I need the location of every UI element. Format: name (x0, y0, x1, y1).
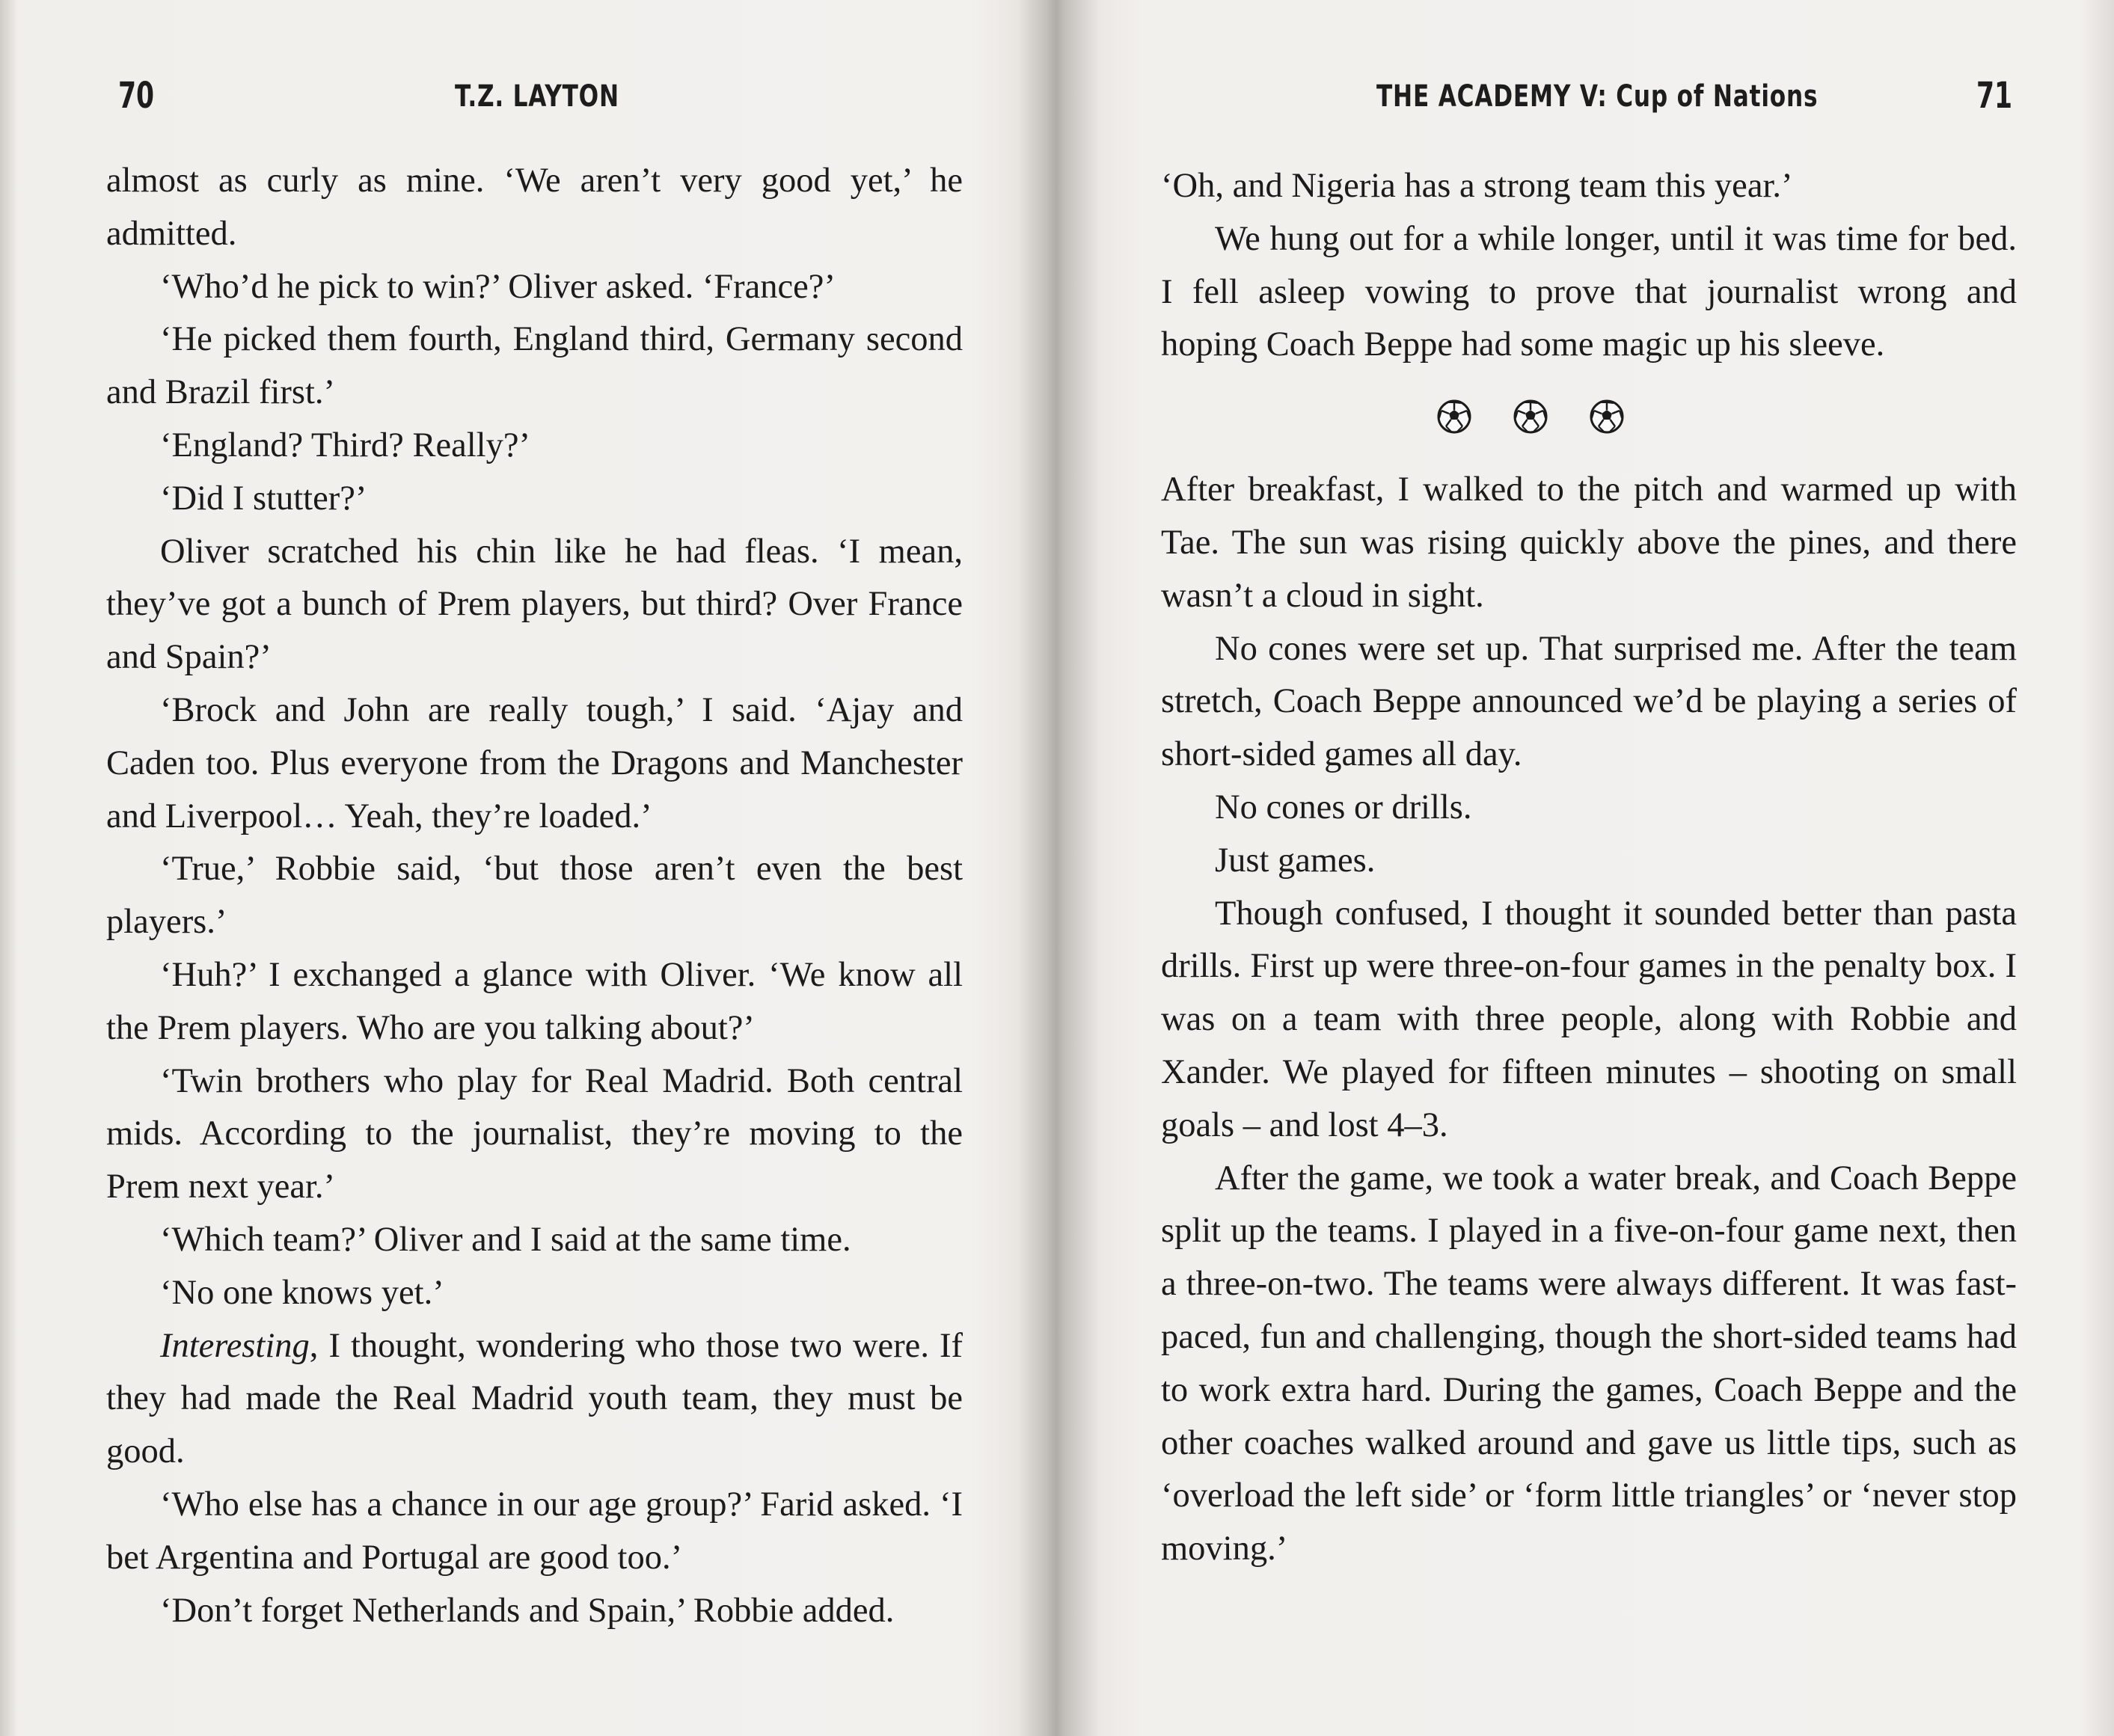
right-page-number: 71 (1976, 75, 2013, 117)
right-page-text (1161, 160, 2017, 1576)
paragraph-text: We hung out for a while longer, until it was time for bed. I fell asleep vowing to prove that journalist wrong and hoping Coach Beppe had some magic up his sleeve. (1161, 219, 2017, 364)
italic-lead: Interesting (160, 1326, 310, 1365)
paragraph (106, 843, 963, 949)
paragraph-text: After breakfast, I walked to the pitch and warmed up with Tae. The sun was rising quickly above the pines, and there wasn’t a cloud in sight. (1161, 470, 2017, 615)
paragraph (1161, 888, 2017, 1153)
right-page (1070, 0, 2114, 1736)
paragraph-text: almost as curly as mine. ‘We aren’t very good yet,’ he admitted. (106, 162, 963, 253)
section-break (1161, 372, 2017, 464)
paragraph-text: ‘Which team?’ Oliver and I said at the same time. (160, 1220, 851, 1259)
paragraph-text: ‘Who else has a chance in our age group?’ Farid asked. ‘I bet Argentina and Portugal are good too.’ (106, 1485, 963, 1577)
paragraph (106, 420, 963, 473)
paragraph-text: Though confused, I thought it sounded better than pasta drills. First up were three-on-four games in the penalty box. I was on a team with three people, along with Robbie and Xander. We played for fifteen minutes – shooting on small goals – and lost 4–3. (1161, 894, 2017, 1144)
paragraph (106, 1320, 963, 1479)
paragraph-text: ‘Did I stutter?’ (160, 479, 367, 518)
paragraph-text: ‘Brock and John are really tough,’ I said. ‘Ajay and Caden too. Plus everyone from the Dragons and Manchester and Liverpool… Yeah, they’re loaded.’ (106, 690, 963, 835)
paragraph (1161, 782, 2017, 835)
paragraph-text: No cones were set up. That surprised me. After the team stretch, Coach Beppe announced we’d be playing a series of short-sided games all day. (1161, 629, 2017, 774)
paragraph (106, 1267, 963, 1320)
paragraph (106, 526, 963, 684)
paragraph (1161, 464, 2017, 622)
paragraph-text: No cones or drills. (1215, 788, 1472, 826)
paragraph (106, 261, 963, 314)
paragraph-text: ‘Oh, and Nigeria has a strong team this year.’ (1161, 167, 1793, 205)
paragraph (106, 155, 963, 261)
soccer-ball-icon (1589, 399, 1625, 435)
soccer-ball-icon (1436, 399, 1472, 435)
paragraph (1161, 160, 2017, 213)
paragraph (1161, 1153, 2017, 1576)
paragraph-text: After the game, we took a water break, and Coach Beppe split up the teams. I played in a five-on-four game next, then a three-on-two. The teams were always different. It was fast-paced, fun and challenging, though the short-sided teams had to work extra hard. During the games, Coach Beppe and the other coaches walked around and gave us little tips, such as ‘overload the left side’ or ‘form little triangles’ or ‘never stop moving.’ (1161, 1159, 2017, 1568)
paragraph (106, 1479, 963, 1585)
soccer-ball-icon (1513, 399, 1548, 435)
paragraph (106, 1055, 963, 1214)
paragraph-text: ‘England? Third? Really?’ (160, 426, 530, 464)
paragraph-text: ‘No one knows yet.’ (160, 1273, 444, 1312)
left-running-head: T.Z. LAYTON (455, 79, 619, 114)
left-page (0, 0, 1040, 1736)
paragraph (106, 473, 963, 526)
right-running-head: THE ACADEMY V: Cup of Nations (1376, 79, 1819, 114)
paragraph (106, 1214, 963, 1267)
paragraph-text: ‘Huh?’ I exchanged a glance with Oliver. ‘We know all the Prem players. Who are you talking about?’ (106, 955, 963, 1047)
paragraph (106, 684, 963, 843)
paragraph (1161, 835, 2017, 888)
paragraph (106, 1585, 963, 1638)
left-page-number: 70 (118, 75, 155, 117)
left-page-text (106, 155, 963, 1637)
paragraph (106, 949, 963, 1055)
paragraph-text: ‘Twin brothers who play for Real Madrid. Both central mids. According to the journalist, they’re moving to the Prem next year.’ (106, 1061, 963, 1206)
paragraph-text: , I thought, wondering who those two were. If they had made the Real Madrid youth team, they must be good. (106, 1326, 963, 1471)
paragraph-text: ‘He picked them fourth, England third, Germany second and Brazil first.’ (106, 320, 963, 412)
paragraph-text: ‘Who’d he pick to win?’ Oliver asked. ‘France?’ (160, 267, 836, 306)
paragraph-text: Just games. (1215, 841, 1376, 880)
paragraph-text: ‘True,’ Robbie said, ‘but those aren’t even the best players.’ (106, 850, 963, 942)
paragraph-text: ‘Don’t forget Netherlands and Spain,’ Robbie added. (160, 1591, 895, 1630)
paragraph-text: Oliver scratched his chin like he had fleas. ‘I mean, they’ve got a bunch of Prem players, but third? Over France and Spain?’ (106, 532, 963, 677)
paragraph (1161, 213, 2017, 372)
paragraph (106, 313, 963, 420)
paragraph (1161, 623, 2017, 782)
